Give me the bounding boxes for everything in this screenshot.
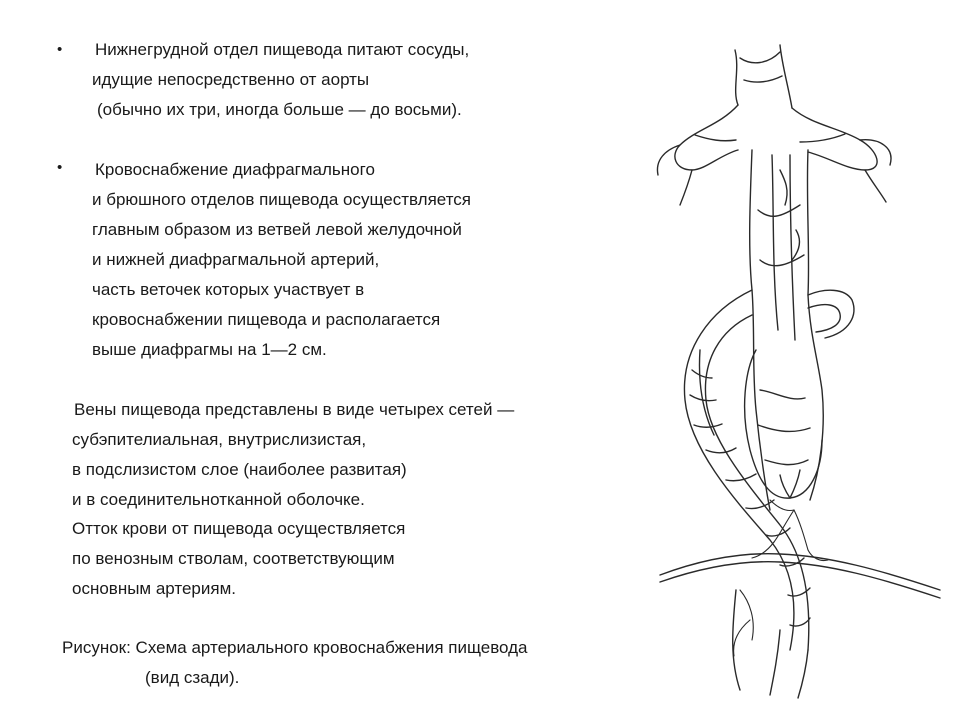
bullet-2-line-6: кровоснабжении пищевода и располагается bbox=[92, 310, 441, 329]
esophagus-upper-outline bbox=[735, 45, 792, 108]
esophagus-lower-tail bbox=[733, 590, 808, 698]
esophagus-lower-segment bbox=[745, 350, 822, 498]
veins-line-5: Отток крови от пищевода осуществляется bbox=[72, 519, 406, 538]
esophagus-tube bbox=[750, 150, 824, 510]
veins-line-7: основным артериям. bbox=[72, 579, 236, 598]
esophagus-arterial-supply-illustration bbox=[640, 30, 950, 700]
veins-line-2: субэпителиальная, внутрислизистая, bbox=[72, 430, 367, 449]
bullet-marker: • bbox=[57, 41, 63, 58]
veins-line-3: в подслизистом слое (наиболее развитая) bbox=[72, 460, 407, 479]
esophageal-artery-branches bbox=[734, 500, 828, 656]
veins-line-4: и в соединительнотканной оболочке. bbox=[72, 490, 365, 509]
bullet-2-line-1: Кровоснабжение диафрагмального bbox=[95, 160, 375, 179]
figure-caption-line-2: (вид сзади). bbox=[145, 668, 240, 687]
bullet-2-line-3: главным образом из ветвей левой желудочной bbox=[92, 220, 462, 239]
bullet-1-line-3: (обычно их три, иногда больше — до восьми). bbox=[97, 100, 462, 119]
bullet-marker: • bbox=[57, 159, 63, 176]
bronchi-outline bbox=[657, 105, 891, 205]
bullet-2-line-4: и нижней диафрагмальной артерий, bbox=[92, 250, 380, 269]
aortic-arch bbox=[808, 290, 854, 338]
veins-line-6: по венозным стволам, соответствующим bbox=[72, 549, 395, 568]
veins-line-1: Вены пищевода представлены в виде четырех сетей — bbox=[74, 400, 515, 419]
diaphragm-line bbox=[660, 554, 940, 598]
bullet-2-line-5: часть веточек которых участвует в bbox=[92, 280, 365, 299]
bullet-2-line-7: выше диафрагмы на 1—2 см. bbox=[92, 340, 327, 359]
bullet-1-line-2: идущие непосредственно от аорты bbox=[92, 70, 370, 89]
descending-aorta bbox=[684, 290, 810, 650]
bullet-1-line-1: Нижнегрудной отдел пищевода питают сосуды, bbox=[95, 40, 470, 59]
bullet-2-line-2: и брюшного отделов пищевода осуществляется bbox=[92, 190, 471, 209]
figure-caption-line-1: Рисунок: Схема артериального кровоснабжения пищевода bbox=[62, 638, 528, 657]
